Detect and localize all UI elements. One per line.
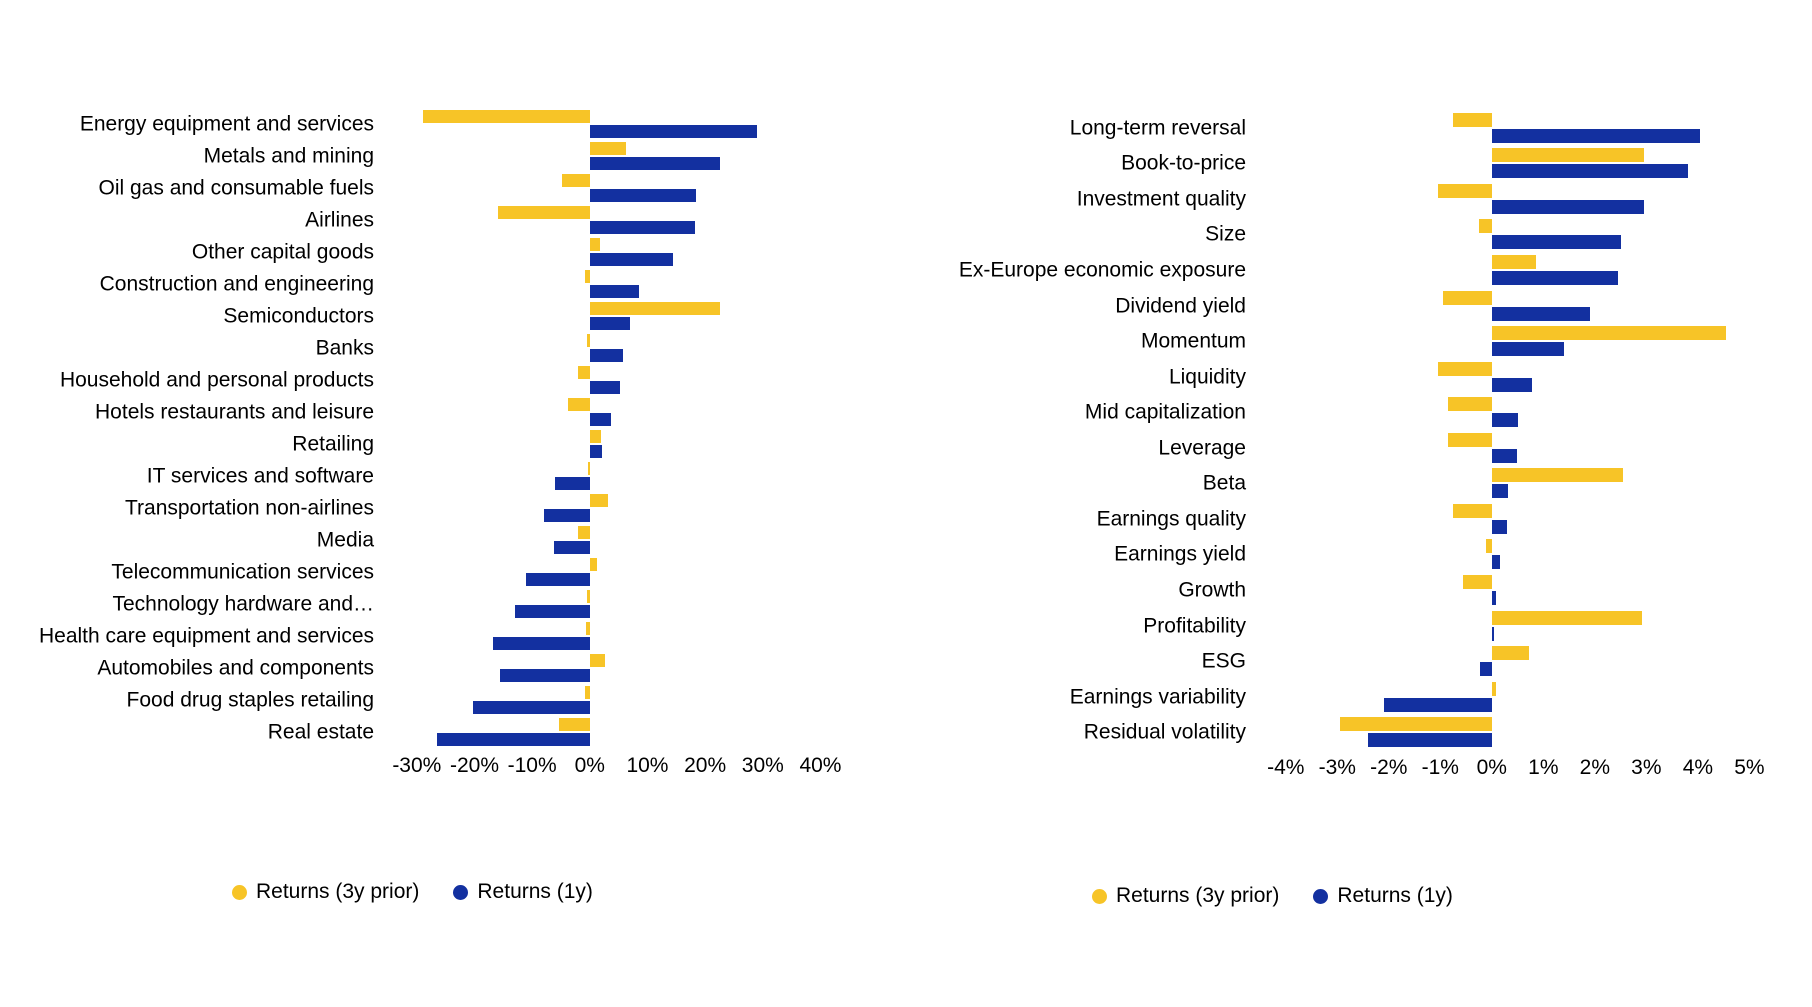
category-label: Banks [315,336,374,360]
bar-returns-1y [1492,520,1507,534]
category-label: Earnings yield [1114,542,1246,566]
bar-returns-3y-prior [1479,219,1492,233]
category-label: Semiconductors [223,304,374,328]
chart-row [900,394,1790,430]
category-label: Leverage [1158,436,1246,460]
chart-row [0,492,840,524]
bar-returns-3y-prior [587,334,590,347]
bar-returns-3y-prior [1340,717,1492,731]
bar-returns-1y [554,541,590,554]
x-axis-tick-label: -10% [507,754,557,777]
category-label: Transportation non-airlines [124,496,374,520]
bar-returns-1y [1492,413,1518,427]
bar-returns-1y [590,381,620,394]
legend-item-prior [1092,884,1279,908]
bar-returns-3y-prior [1486,539,1492,553]
category-label: Metals and mining [203,144,374,168]
bar-returns-3y-prior [559,718,590,731]
x-axis-tick-label: 0% [574,754,605,777]
bar-returns-3y-prior [1492,468,1623,482]
chart-row [900,217,1790,253]
sector-chart-plot [0,108,840,748]
bar-returns-3y-prior [590,238,600,251]
category-label: Airlines [305,208,374,232]
x-axis-tick-label: 0% [1476,756,1507,779]
bar-returns-3y-prior [1448,397,1492,411]
chart-row [0,588,840,620]
legend-label-oneyear: Returns (1y) [477,880,593,903]
bar-returns-1y [590,445,603,458]
chart-row [900,359,1790,395]
chart-row [900,288,1790,324]
category-label: Earnings variability [1069,685,1246,709]
bar-returns-1y [590,221,695,234]
bar-returns-3y-prior [1492,326,1726,340]
bar-returns-3y-prior [590,430,602,443]
chart-row [900,572,1790,608]
chart-row [0,428,840,460]
bar-returns-1y [1384,698,1492,712]
bar-returns-1y [1492,484,1508,498]
bar-returns-1y [555,477,590,490]
chart-row [900,643,1790,679]
category-label: Retailing [292,432,374,456]
x-axis-tick-label: -2% [1370,756,1408,779]
bar-returns-3y-prior [1443,291,1492,305]
bar-returns-3y-prior [1453,504,1492,518]
bar-returns-1y [1492,342,1564,356]
bar-returns-1y [590,157,720,170]
bar-returns-3y-prior [1492,255,1536,269]
factor-chart-legend [1092,884,1453,908]
x-axis-tick-label: -3% [1318,756,1356,779]
legend-label-prior: Returns (3y prior) [256,880,420,903]
chart-row [900,430,1790,466]
bar-returns-1y [1492,449,1517,463]
category-label: Hotels restaurants and leisure [95,400,374,424]
sector-returns-chart-panel [0,0,880,1007]
x-axis-tick-label: 1% [1528,756,1559,779]
category-label: Ex-Europe economic exposure [958,258,1246,282]
factor-returns-chart-panel [880,0,1812,1007]
category-label: Media [316,528,374,552]
category-label: Residual volatility [1083,720,1246,744]
bar-returns-1y [590,349,623,362]
bar-returns-1y [590,189,697,202]
category-label: ESG [1201,649,1246,673]
x-axis-tick-label: -30% [392,754,442,777]
category-label: Growth [1178,578,1246,602]
category-label: Oil gas and consumable fuels [98,176,374,200]
sector-chart-x-axis [0,754,840,784]
category-label: Health care equipment and services [38,624,374,648]
category-label: Long-term reversal [1069,116,1246,140]
bar-returns-3y-prior [1438,184,1492,198]
bar-returns-3y-prior [578,526,590,539]
x-axis-tick-label: -1% [1421,756,1459,779]
legend-label-oneyear: Returns (1y) [1337,884,1453,907]
chart-row [900,537,1790,573]
chart-row [0,300,840,332]
chart-row [0,364,840,396]
bar-returns-3y-prior [588,462,590,475]
category-label: Dividend yield [1115,294,1246,318]
chart-row [0,396,840,428]
category-label: Technology hardware and… [112,592,374,616]
chart-row [900,252,1790,288]
bar-returns-3y-prior [568,398,590,411]
bar-returns-3y-prior [1438,362,1492,376]
bar-returns-1y [1492,627,1495,641]
bar-returns-3y-prior [498,206,590,219]
chart-row [900,679,1790,715]
bar-returns-1y [590,317,630,330]
bar-returns-3y-prior [1492,611,1642,625]
category-label: Real estate [267,720,374,744]
bar-returns-3y-prior [1492,646,1529,660]
bar-returns-3y-prior [562,174,590,187]
legend-dot-prior-icon [232,885,247,900]
bar-returns-1y [1492,555,1500,569]
bar-returns-3y-prior [585,270,590,283]
chart-row [0,620,840,652]
category-label: Household and personal products [59,368,374,392]
chart-row [0,716,840,748]
bar-returns-1y [1492,591,1496,605]
bar-returns-1y [544,509,590,522]
bar-returns-1y [1492,200,1644,214]
factor-chart-plot [900,110,1790,750]
chart-row [0,108,840,140]
bar-returns-3y-prior [590,302,720,315]
bar-returns-3y-prior [1492,148,1644,162]
bar-returns-3y-prior [1463,575,1491,589]
category-label: Other capital goods [191,240,374,264]
bar-returns-3y-prior [1453,113,1492,127]
legend-dot-oneyear-icon [1313,889,1328,904]
legend-dot-oneyear-icon [453,885,468,900]
category-label: Investment quality [1076,187,1246,211]
bar-returns-1y [1492,164,1688,178]
bar-returns-1y [1492,129,1701,143]
chart-row [0,332,840,364]
bar-returns-3y-prior [590,142,626,155]
x-axis-tick-label: -20% [449,754,499,777]
bar-returns-1y [493,637,590,650]
chart-row [900,466,1790,502]
bar-returns-1y [590,125,757,138]
chart-row [0,524,840,556]
chart-row [0,684,840,716]
chart-row [0,172,840,204]
bar-returns-3y-prior [590,558,597,571]
bar-returns-3y-prior [423,110,590,123]
chart-row [900,181,1790,217]
category-label: Earnings quality [1096,507,1246,531]
x-axis-tick-label: 3% [1631,756,1662,779]
x-axis-tick-label: -4% [1267,756,1305,779]
bar-returns-1y [526,573,589,586]
chart-row [0,268,840,300]
chart-row [0,236,840,268]
category-label: Food drug staples retailing [126,688,374,712]
category-label: Energy equipment and services [79,112,374,136]
sector-chart-legend [232,880,593,904]
chart-row [900,608,1790,644]
bar-returns-3y-prior [585,686,590,699]
category-label: Profitability [1143,614,1246,638]
x-axis-tick-label: 30% [741,754,784,777]
category-label: Liquidity [1168,365,1246,389]
category-label: Telecommunication services [111,560,374,584]
chart-row [900,323,1790,359]
category-label: Book-to-price [1121,151,1246,175]
chart-row [0,652,840,684]
category-label: Beta [1202,471,1246,495]
bar-returns-1y [1480,662,1491,676]
x-axis-tick-label: 40% [799,754,842,777]
category-label: Mid capitalization [1084,400,1246,424]
category-label: Momentum [1140,329,1246,353]
category-label: Construction and engineering [99,272,374,296]
chart-row [0,460,840,492]
bar-returns-1y [1492,235,1621,249]
bar-returns-1y [500,669,589,682]
bar-returns-1y [590,413,611,426]
bar-returns-1y [1492,307,1590,321]
x-axis-tick-label: 5% [1734,756,1765,779]
bar-returns-1y [1492,271,1618,285]
bar-returns-1y [1368,733,1492,747]
bar-returns-3y-prior [1492,682,1496,696]
x-axis-tick-label: 2% [1579,756,1611,779]
legend-item-oneyear [453,880,593,904]
bar-returns-1y [590,253,674,266]
chart-row [0,204,840,236]
factor-chart-x-axis [900,756,1790,786]
legend-item-prior [232,880,419,904]
chart-row [0,140,840,172]
bar-returns-1y [590,285,639,298]
bar-returns-3y-prior [590,654,605,667]
x-axis-tick-label: 4% [1682,756,1714,779]
bar-returns-3y-prior [586,622,589,635]
bar-returns-3y-prior [587,590,590,603]
category-label: Size [1205,222,1246,246]
legend-label-prior: Returns (3y prior) [1116,884,1280,907]
legend-item-oneyear [1313,884,1453,908]
chart-row [900,501,1790,537]
bar-returns-1y [473,701,589,714]
x-axis-tick-label: 10% [626,754,669,777]
bar-returns-3y-prior [1448,433,1492,447]
bar-returns-1y [437,733,590,746]
bar-returns-3y-prior [590,494,608,507]
category-label: IT services and software [146,464,374,488]
chart-row [900,110,1790,146]
category-label: Automobiles and components [97,656,374,680]
chart-row [0,556,840,588]
chart-row [900,714,1790,750]
bar-returns-1y [1492,378,1532,392]
bar-returns-3y-prior [578,366,590,379]
chart-row [900,146,1790,182]
bar-returns-1y [515,605,590,618]
x-axis-tick-label: 20% [684,754,727,777]
legend-dot-prior-icon [1092,889,1107,904]
